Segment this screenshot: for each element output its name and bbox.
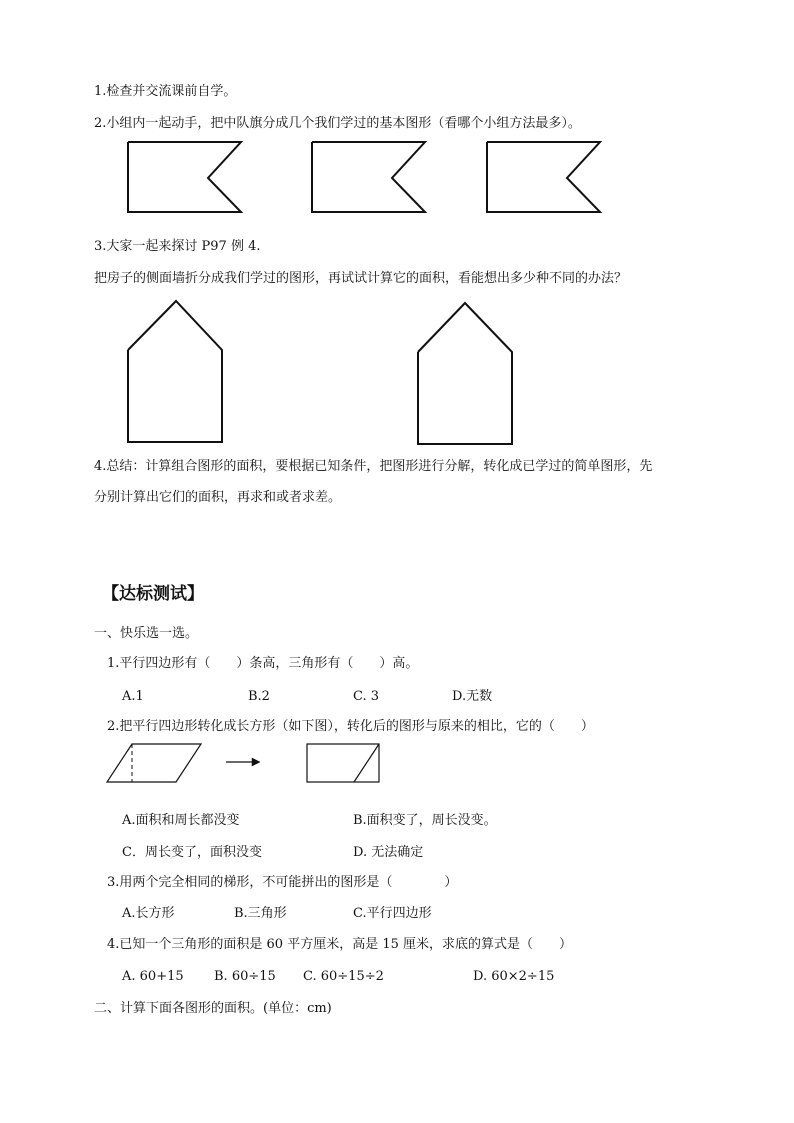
parallelogram-transform-figure — [104, 742, 394, 784]
question-1-option-c: C. 3 — [353, 689, 380, 704]
parallelogram-shape — [107, 744, 201, 782]
question-2-option-b: B.面积变了，周长没变。 — [353, 813, 497, 828]
flag-outline — [312, 142, 425, 212]
house-figure-1 — [126, 298, 226, 444]
question-3-stem: 3.用两个完全相同的梯形，不可能拼出的图形是（ ） — [107, 875, 458, 890]
question-4-stem: 4.已知一个三角形的面积是 60 平方厘米，高是 15 厘米，求底的算式是（ ） — [107, 937, 573, 952]
question-1-option-d: D.无数 — [452, 689, 493, 704]
flag-outline — [128, 142, 241, 212]
part-1-title: 一、快乐选一选。 — [94, 626, 199, 641]
flag-outline — [487, 142, 600, 212]
question-3-option-a: A.长方形 — [122, 906, 175, 921]
question-1-stem: 1.平行四边形有（ ）条高，三角形有（ ）高。 — [107, 656, 419, 671]
question-2-option-d: D. 无法确定 — [353, 845, 424, 860]
flag-figure-3 — [485, 140, 605, 216]
flag-figure-1 — [126, 140, 246, 216]
question-1-option-a: A.1 — [122, 689, 144, 704]
question-2-stem: 2.把平行四边形转化成长方形（如下图），转化后的图形与原来的相比，它的（ ） — [107, 719, 594, 734]
house-figure-2 — [416, 300, 516, 446]
question-3-option-c: C.平行四边形 — [353, 906, 432, 921]
part-2-title: 二、计算下面各图形的面积。(单位：cm) — [94, 1001, 332, 1016]
item-3-text: 3.大家一起来探讨 P97 例 4. — [94, 239, 261, 254]
question-4-option-c: C. 60÷15÷2 — [303, 969, 384, 984]
item-4-text-line1: 4.总结：计算组合图形的面积，要根据已知条件，把图形进行分解，转化成已学过的简单图形，先 — [94, 459, 653, 474]
question-4-option-b: B. 60÷15 — [214, 969, 276, 984]
item-4-text-line2: 分别计算出它们的面积，再求和或者求差。 — [94, 490, 342, 505]
question-1-option-b: B.2 — [248, 689, 270, 704]
question-4-option-d: D. 60×2÷15 — [473, 969, 555, 984]
house-outline — [418, 303, 512, 444]
question-2-option-c: C．周长变了，面积没变 — [122, 845, 262, 860]
cut-line — [354, 744, 379, 782]
test-heading: 【达标测试】 — [102, 584, 204, 604]
flag-figure-2 — [310, 140, 430, 216]
item-3-description: 把房子的侧面墙折分成我们学过的图形，再试试计算它的面积，看能想出多少种不同的办法？ — [94, 271, 628, 286]
question-2-option-a: A.面积和周长都没变 — [122, 813, 240, 828]
item-1-text: 1.检查并交流课前自学。 — [94, 84, 237, 99]
rectangle-shape — [307, 744, 379, 782]
arrow-right-icon — [252, 758, 260, 766]
question-3-option-b: B.三角形 — [234, 906, 287, 921]
item-2-text: 2.小组内一起动手，把中队旗分成几个我们学过的基本图形（看哪个小组方法最多）。 — [94, 116, 581, 131]
house-outline — [128, 301, 222, 442]
question-4-option-a: A. 60+15 — [122, 969, 184, 984]
